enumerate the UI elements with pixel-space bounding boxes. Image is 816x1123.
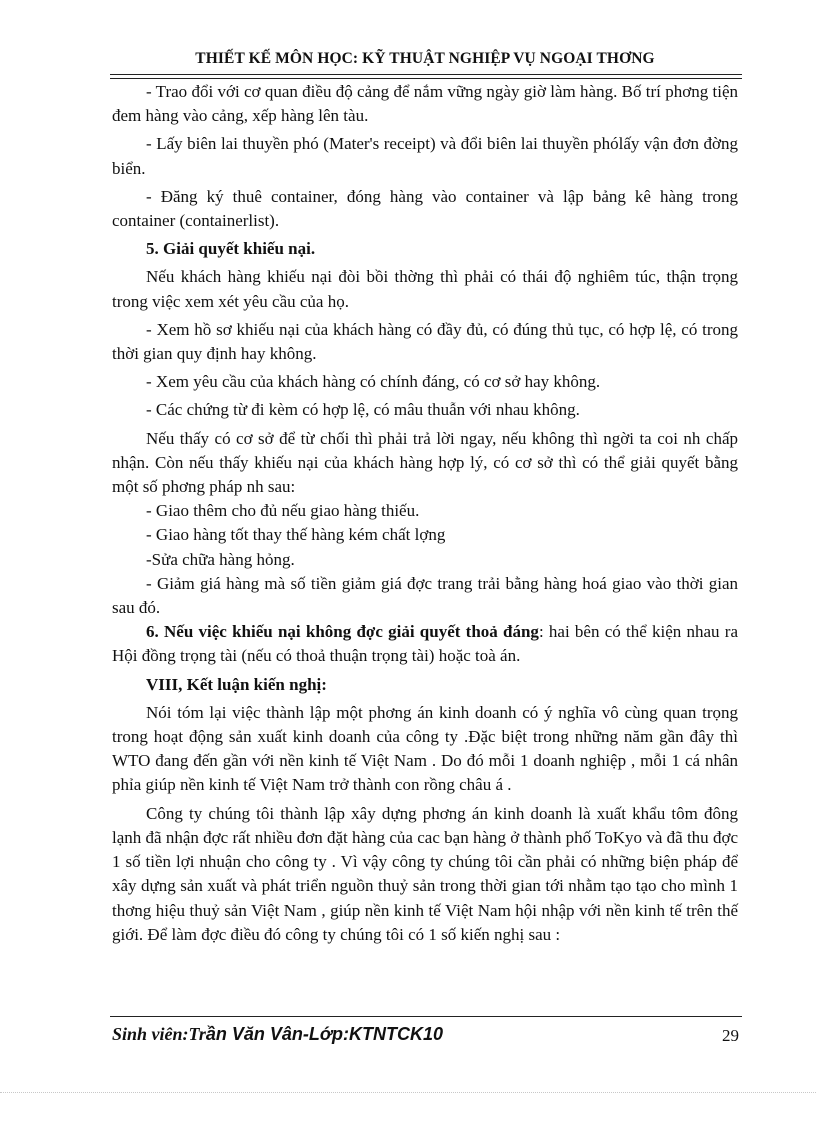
section-6-text: : hai bên có thể kiện nhau ra Hội đồng trọng tài (nếu có thoả thuận trọng tài) hoặc toà án. bbox=[112, 622, 739, 666]
section-heading-5: 5. Giải quyết khiếu nại. bbox=[146, 239, 316, 259]
page-header-title: THIẾT KẾ MÔN HỌC: KỸ THUẬT NGHIỆP VỤ NGOẠI THƠNG bbox=[195, 50, 655, 67]
footer-student bbox=[112, 1024, 443, 1045]
paragraph: - Lấy biên lai thuyền phó (Mater's receipt) và đổi biên lai thuyền phólấy vận đơn đờng biển. bbox=[112, 134, 738, 178]
paragraph: - Giao thêm cho đủ nếu giao hàng thiếu. bbox=[146, 501, 420, 521]
paragraph: - Xem hồ sơ khiếu nại của khách hàng có đầy đủ, có đúng thủ tục, có hợp lệ, có trong thời gian quy định hay không. bbox=[112, 319, 738, 364]
footer-student-name: ần Văn Vân-Lớp:KTNTCK10 bbox=[205, 1024, 443, 1044]
paragraph: Nếu khách hàng khiếu nại đòi bồi thờng thì phải có thái độ nghiêm túc, thận trọng trong việc xem xét yêu cầu của họ. bbox=[112, 267, 738, 311]
paragraph: Nếu thấy có cơ sở để từ chối thì phải trả lời ngay, nếu không thì ngời ta coi nh chấp nhận. Còn nếu thấy khiếu nại của khách hàng hợp lý, có cơ sở thì có thể giải quyết bằng một số phơng pháp nh sau: bbox=[112, 428, 738, 497]
section-heading-viii: VIII, Kết luận kiến nghị: bbox=[146, 674, 327, 694]
footer-label: Sinh viên:Tr bbox=[112, 1024, 206, 1044]
paragraph: -Sửa chữa hàng hỏng. bbox=[146, 549, 295, 569]
page-bottom-divider bbox=[0, 1092, 816, 1093]
section-paragraph-6 bbox=[112, 620, 738, 668]
header-rule bbox=[110, 74, 742, 79]
paragraph: Nói tóm lại việc thành lập một phơng án kinh doanh có ý nghĩa vô cùng quan trọng trong hoạt động sản xuất kinh doanh của công ty .Đặc biệt trong những năm gần đây thì WTO đang đến gần với nền kinh tế Việt Nam . Do đó mỗi 1 doanh nghiệp , mỗi 1 cá nhân phỉa giúp nền kinh tế Việt Nam trở thành con rồng châu á . bbox=[112, 702, 738, 795]
page-number: 29 bbox=[722, 1026, 739, 1045]
paragraph: - Giao hàng tốt thay thế hàng kém chất lợng bbox=[146, 525, 446, 545]
paragraph: - Trao đổi với cơ quan điều độ cảng để nắm vững ngày giờ làm hàng. Bố trí phơng tiện đem hàng vào cảng, xếp hàng lên tàu. bbox=[112, 82, 738, 126]
paragraph: - Đăng ký thuê container, đóng hàng vào container và lập bảng kê hàng trong container (containerlist). bbox=[112, 186, 738, 231]
section-heading-6: 6. Nếu việc khiếu nại không đợc giải quyết thoả đáng bbox=[146, 622, 539, 642]
paragraph: - Giảm giá hàng mà số tiền giảm giá đợc trang trải bằng hàng hoá giao vào thời gian sau đó. bbox=[112, 573, 738, 618]
document-body bbox=[112, 80, 738, 947]
paragraph: Công ty chúng tôi thành lập xây dựng phơng án kinh doanh là xuất khẩu tôm đông lạnh đã nhận đợc rất nhiều đơn đặt hàng của cac bạn hàng ở thành phố ToKyo và đã thu đợc 1 số tiền lợi nhuận cho công ty . Vì vậy công ty chúng tôi cần phải có những biện pháp để xây dựng sản xuất và phát triển nguồn thuỷ sản trong thời gian tới nhằm tạo tạo cho mình 1 thơng hiệu thuỷ sản Việt Nam , giúp nền kinh tế Việt Nam hội nhập với nền kinh tế trên thế giới. Để làm đợc điều đó công ty chúng tôi có 1 số kiến nghị sau : bbox=[112, 803, 738, 944]
paragraph: - Các chứng từ đi kèm có hợp lệ, có mâu thuẫn với nhau không. bbox=[146, 400, 580, 420]
paragraph: - Xem yêu cầu của khách hàng có chính đáng, có cơ sở hay không. bbox=[146, 372, 601, 392]
footer-rule bbox=[110, 1016, 742, 1017]
